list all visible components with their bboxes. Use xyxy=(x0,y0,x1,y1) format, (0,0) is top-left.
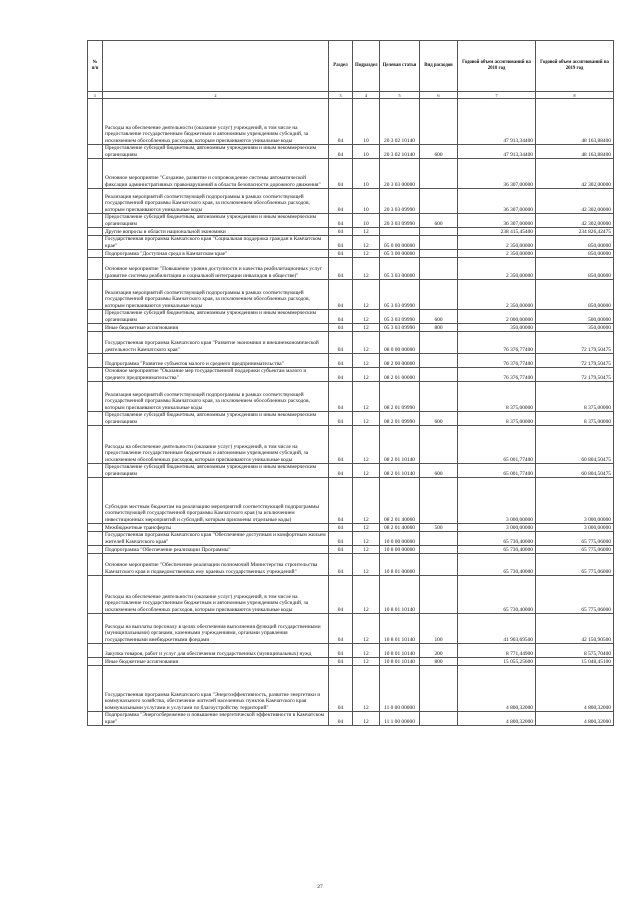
column-index: 2 xyxy=(103,92,329,99)
row-razdel-cell: 04 xyxy=(329,214,353,228)
row-name-cell: Предоставление субсидий бюджетным, автономным учреждениям и иным некоммерческим организациям xyxy=(103,310,329,324)
row-expense-type-cell: 100 xyxy=(420,614,458,644)
row-razdel-cell: 04 xyxy=(329,258,353,280)
row-podrazdel-cell: 12 xyxy=(353,614,380,644)
row-razdel-cell: 04 xyxy=(329,554,353,576)
row-target-article-cell: 05 3 03 00000 xyxy=(380,258,420,280)
row-amount-2019-cell: 850,00000 xyxy=(536,258,614,280)
row-number-cell xyxy=(88,368,103,382)
row-target-article-cell: 05 3 03 09990 xyxy=(380,280,420,310)
row-name-cell: Реализация мероприятий соответствующей подпрограммы в рамках соответствующей государственной программы Камчатского края, за исключением обособленных расходов, которым присваиваются уникальные коды xyxy=(103,382,329,412)
row-razdel-cell: 04 xyxy=(329,464,353,478)
row-podrazdel-cell: 12 xyxy=(353,658,380,666)
row-name-cell: Государственная программа Камчатского края "Социальная поддержка граждан в Камчатском крае" xyxy=(103,236,329,250)
col-header-expense-type: Вид расходов xyxy=(420,41,458,92)
row-podrazdel-cell: 12 xyxy=(353,644,380,658)
row-amount-2018-cell: 8 375,00000 xyxy=(458,382,536,412)
row-number-cell xyxy=(88,332,103,354)
table-row xyxy=(88,426,614,464)
row-amount-2019-cell: 42 302,00000 xyxy=(536,189,614,214)
row-target-article-cell: 05 0 00 00000 xyxy=(380,236,420,250)
row-expense-type-cell xyxy=(420,280,458,310)
row-razdel-cell: 04 xyxy=(329,576,353,614)
row-number-cell xyxy=(88,712,103,726)
row-number-cell xyxy=(88,189,103,214)
row-amount-2018-cell: 4 800,32000 xyxy=(458,666,536,712)
row-number-cell xyxy=(88,228,103,236)
table-row xyxy=(88,324,614,332)
row-name-cell: Иные бюджетные ассигнования xyxy=(103,324,329,332)
row-razdel-cell: 04 xyxy=(329,478,353,524)
row-target-article-cell: 08 2 01 40060 xyxy=(380,524,420,532)
row-razdel-cell: 04 xyxy=(329,354,353,368)
row-podrazdel-cell: 10 xyxy=(353,189,380,214)
row-amount-2019-cell: 3 000,00000 xyxy=(536,524,614,532)
row-amount-2019-cell: 500,00000 xyxy=(536,310,614,324)
table-row xyxy=(88,576,614,614)
row-podrazdel-cell: 12 xyxy=(353,310,380,324)
table-row xyxy=(88,554,614,576)
row-razdel-cell: 04 xyxy=(329,189,353,214)
row-target-article-cell xyxy=(380,228,420,236)
row-amount-2018-cell: 47 913,34400 xyxy=(458,99,536,145)
row-amount-2019-cell: 65 775,06000 xyxy=(536,546,614,554)
row-podrazdel-cell: 12 xyxy=(353,412,380,426)
row-amount-2018-cell: 2 350,00000 xyxy=(458,280,536,310)
table-row xyxy=(88,532,614,546)
table-row xyxy=(88,159,614,189)
row-name-cell: Основное мероприятие "Оказание мер государственной поддержки субъектам малого и среднего предпринимательства" xyxy=(103,368,329,382)
row-name-cell: Предоставление субсидий бюджетным, автономным учреждениям и иным некоммерческим организациям xyxy=(103,214,329,228)
row-number-cell xyxy=(88,159,103,189)
row-name-cell: Расходы на обеспечение деятельности (оказание услуг) учреждений, в том числе на предоставление государственным бюджетным и автономным учреждениям субсидий, за исключением обособленных расходов, которым присваиваются уникальные коды xyxy=(103,576,329,614)
row-name-cell: Подпрограмма "Энергосбережение и повышение энергетической эффективности в Камчатском крае" xyxy=(103,712,329,726)
row-amount-2018-cell: 238 415,45400 xyxy=(458,228,536,236)
row-number-cell xyxy=(88,324,103,332)
row-expense-type-cell xyxy=(420,99,458,145)
row-number-cell xyxy=(88,658,103,666)
row-amount-2018-cell: 8 771,44900 xyxy=(458,644,536,658)
row-number-cell xyxy=(88,614,103,644)
row-podrazdel-cell: 12 xyxy=(353,712,380,726)
row-name-cell: Государственная программа Камчатского края "Обеспечение доступным и комфортным жильем жителей Камчатского края" xyxy=(103,532,329,546)
row-target-article-cell: 10 8 00 00000 xyxy=(380,546,420,554)
row-amount-2019-cell: 8 375,00000 xyxy=(536,382,614,412)
row-amount-2019-cell: 65 775,06000 xyxy=(536,532,614,546)
row-amount-2019-cell: 850,00000 xyxy=(536,280,614,310)
table-row xyxy=(88,99,614,145)
row-target-article-cell: 10 8 01 10140 xyxy=(380,614,420,644)
row-razdel-cell: 04 xyxy=(329,644,353,658)
row-expense-type-cell: 500 xyxy=(420,524,458,532)
row-razdel-cell: 04 xyxy=(329,368,353,382)
row-amount-2018-cell: 3 000,00000 xyxy=(458,478,536,524)
row-amount-2018-cell: 76 376,77400 xyxy=(458,368,536,382)
row-target-article-cell: 10 8 01 00000 xyxy=(380,554,420,576)
row-podrazdel-cell: 12 xyxy=(353,258,380,280)
row-expense-type-cell: 200 xyxy=(420,644,458,658)
row-target-article-cell: 08 2 01 40060 xyxy=(380,478,420,524)
column-index: 4 xyxy=(353,92,380,99)
row-podrazdel-cell: 10 xyxy=(353,214,380,228)
row-razdel-cell: 04 xyxy=(329,159,353,189)
row-expense-type-cell: 800 xyxy=(420,324,458,332)
column-index-row xyxy=(88,92,614,99)
row-target-article-cell: 10 8 01 10140 xyxy=(380,644,420,658)
row-name-cell: Основное мероприятие "Обеспечение реализации полномочий Министерства строительства Камчатского края и подведомственных ему краевых государственных учреждений" xyxy=(103,554,329,576)
row-expense-type-cell: 800 xyxy=(420,658,458,666)
row-expense-type-cell xyxy=(420,368,458,382)
row-expense-type-cell: 600 xyxy=(420,310,458,324)
row-amount-2019-cell: 8 375,00000 xyxy=(536,412,614,426)
row-podrazdel-cell: 12 xyxy=(353,524,380,532)
row-amount-2018-cell: 3 000,00000 xyxy=(458,524,536,532)
page-number: 27 xyxy=(317,884,323,890)
row-name-cell: Основное мероприятие "Создание, развитие и сопровождение системы автоматической фиксации административных правонарушений в области безопасности дорожного движения" xyxy=(103,159,329,189)
table-row xyxy=(88,464,614,478)
row-amount-2019-cell: 48 163,88400 xyxy=(536,145,614,159)
row-podrazdel-cell: 10 xyxy=(353,145,380,159)
row-target-article-cell: 20 3 02 10140 xyxy=(380,99,420,145)
row-podrazdel-cell: 12 xyxy=(353,368,380,382)
row-number-cell xyxy=(88,426,103,464)
row-name-cell: Межбюджетные трансферты xyxy=(103,524,329,532)
table-row xyxy=(88,280,614,310)
col-header-podrazdel: Подраздел xyxy=(353,41,380,92)
row-amount-2018-cell: 65 730,40000 xyxy=(458,546,536,554)
row-razdel-cell: 04 xyxy=(329,324,353,332)
row-podrazdel-cell: 12 xyxy=(353,250,380,258)
row-expense-type-cell xyxy=(420,189,458,214)
table-header-row xyxy=(88,41,614,92)
column-index: 1 xyxy=(88,92,103,99)
row-expense-type-cell xyxy=(420,250,458,258)
row-razdel-cell: 04 xyxy=(329,228,353,236)
row-target-article-cell: 20 3 02 10140 xyxy=(380,145,420,159)
row-razdel-cell: 04 xyxy=(329,426,353,464)
row-expense-type-cell xyxy=(420,228,458,236)
table-row xyxy=(88,332,614,354)
row-podrazdel-cell: 12 xyxy=(353,382,380,412)
row-podrazdel-cell: 10 xyxy=(353,159,380,189)
row-podrazdel-cell: 12 xyxy=(353,324,380,332)
row-podrazdel-cell: 12 xyxy=(353,228,380,236)
row-target-article-cell: 10 0 00 00000 xyxy=(380,532,420,546)
row-amount-2019-cell: 72 179,50475 xyxy=(536,354,614,368)
table-row xyxy=(88,236,614,250)
col-header-2019: Годовой объем ассигнований на 2019 год xyxy=(536,41,614,92)
row-amount-2018-cell: 2 350,00000 xyxy=(458,250,536,258)
row-amount-2019-cell: 65 775,06000 xyxy=(536,554,614,576)
row-target-article-cell: 05 3 03 09990 xyxy=(380,324,420,332)
row-amount-2019-cell: 850,00000 xyxy=(536,250,614,258)
row-razdel-cell: 04 xyxy=(329,332,353,354)
row-expense-type-cell: 600 xyxy=(420,214,458,228)
row-target-article-cell: 05 3 00 00000 xyxy=(380,250,420,258)
row-podrazdel-cell: 12 xyxy=(353,464,380,478)
row-target-article-cell: 08 0 00 00000 xyxy=(380,332,420,354)
table-row xyxy=(88,258,614,280)
row-name-cell: Предоставление субсидий бюджетным, автономным учреждениям и иным некоммерческим организациям xyxy=(103,412,329,426)
table-row xyxy=(88,478,614,524)
row-number-cell xyxy=(88,280,103,310)
row-razdel-cell: 04 xyxy=(329,614,353,644)
row-amount-2019-cell: 3 000,00000 xyxy=(536,478,614,524)
row-podrazdel-cell: 12 xyxy=(353,280,380,310)
row-target-article-cell: 11 1 00 00000 xyxy=(380,712,420,726)
row-razdel-cell: 04 xyxy=(329,658,353,666)
row-amount-2018-cell: 15 055,25600 xyxy=(458,658,536,666)
row-podrazdel-cell: 12 xyxy=(353,354,380,368)
row-amount-2019-cell: 60 804,50475 xyxy=(536,464,614,478)
table-row xyxy=(88,712,614,726)
row-amount-2019-cell: 15 048,45100 xyxy=(536,658,614,666)
row-target-article-cell: 11 0 00 00000 xyxy=(380,666,420,712)
table-row xyxy=(88,546,614,554)
row-number-cell xyxy=(88,532,103,546)
row-name-cell: Реализация мероприятий соответствующей подпрограммы в рамках соответствующей государственной программы Камчатского края, за исключением обособленных расходов, которым присваиваются уникальные коды xyxy=(103,280,329,310)
row-expense-type-cell xyxy=(420,554,458,576)
row-number-cell xyxy=(88,412,103,426)
row-name-cell: Подпрограмма "Развитие субъектов малого и среднего предпринимательства" xyxy=(103,354,329,368)
row-expense-type-cell xyxy=(420,478,458,524)
row-expense-type-cell xyxy=(420,546,458,554)
row-expense-type-cell xyxy=(420,426,458,464)
row-razdel-cell: 04 xyxy=(329,250,353,258)
row-number-cell xyxy=(88,354,103,368)
row-number-cell xyxy=(88,214,103,228)
row-amount-2019-cell: 8 575,70400 xyxy=(536,644,614,658)
row-podrazdel-cell: 12 xyxy=(353,332,380,354)
row-expense-type-cell xyxy=(420,236,458,250)
row-amount-2018-cell: 65 730,40000 xyxy=(458,576,536,614)
row-podrazdel-cell: 12 xyxy=(353,546,380,554)
row-target-article-cell: 10 8 01 10140 xyxy=(380,658,420,666)
row-target-article-cell: 08 2 00 00000 xyxy=(380,354,420,368)
row-amount-2018-cell: 2 000,00000 xyxy=(458,310,536,324)
row-amount-2018-cell: 65 730,40000 xyxy=(458,532,536,546)
row-number-cell xyxy=(88,524,103,532)
row-podrazdel-cell: 12 xyxy=(353,426,380,464)
col-header-name xyxy=(103,41,329,92)
row-amount-2018-cell: 2 350,00000 xyxy=(458,258,536,280)
row-expense-type-cell xyxy=(420,258,458,280)
row-amount-2018-cell: 65 001,77400 xyxy=(458,426,536,464)
row-number-cell xyxy=(88,382,103,412)
row-number-cell xyxy=(88,310,103,324)
row-razdel-cell: 04 xyxy=(329,280,353,310)
row-podrazdel-cell: 12 xyxy=(353,576,380,614)
row-amount-2019-cell: 72 179,50475 xyxy=(536,332,614,354)
column-index: 8 xyxy=(536,92,614,99)
row-razdel-cell: 04 xyxy=(329,145,353,159)
row-razdel-cell: 04 xyxy=(329,546,353,554)
row-number-cell xyxy=(88,666,103,712)
row-amount-2018-cell: 65 001,77400 xyxy=(458,464,536,478)
row-name-cell: Расходы на обеспечение деятельности (оказание услуг) учреждений, в том числе на предоставление государственным бюджетным и автономным учреждениям субсидий, за исключением обособленных расходов, которым присваиваются уникальные коды xyxy=(103,99,329,145)
row-number-cell xyxy=(88,236,103,250)
row-expense-type-cell: 600 xyxy=(420,464,458,478)
table-row xyxy=(88,412,614,426)
row-amount-2019-cell: 42 150,90500 xyxy=(536,614,614,644)
row-amount-2019-cell: 48 163,88400 xyxy=(536,99,614,145)
row-name-cell: Предоставление субсидий бюджетным, автономным учреждениям и иным некоммерческим организациям xyxy=(103,145,329,159)
table-row xyxy=(88,666,614,712)
row-name-cell: Расходы на выплаты персоналу в целях обеспечения выполнения функций государственными (муниципальными) органами, казенными учреждениями, органами управления государственными внебюджетными фондами xyxy=(103,614,329,644)
row-number-cell xyxy=(88,554,103,576)
row-amount-2019-cell: 350,00000 xyxy=(536,324,614,332)
row-target-article-cell: 08 2 01 10140 xyxy=(380,464,420,478)
row-podrazdel-cell: 12 xyxy=(353,236,380,250)
row-expense-type-cell xyxy=(420,666,458,712)
row-expense-type-cell xyxy=(420,712,458,726)
row-razdel-cell: 04 xyxy=(329,99,353,145)
row-podrazdel-cell: 12 xyxy=(353,532,380,546)
row-amount-2019-cell: 850,00000 xyxy=(536,236,614,250)
column-index: 7 xyxy=(458,92,536,99)
row-target-article-cell: 10 8 01 10140 xyxy=(380,576,420,614)
row-amount-2018-cell: 8 375,00000 xyxy=(458,412,536,426)
row-expense-type-cell: 600 xyxy=(420,145,458,159)
row-number-cell xyxy=(88,145,103,159)
row-name-cell: Иные бюджетные ассигнования xyxy=(103,658,329,666)
row-amount-2018-cell: 76 376,77400 xyxy=(458,354,536,368)
col-header-number: № п/п xyxy=(88,41,103,92)
row-expense-type-cell xyxy=(420,576,458,614)
row-number-cell xyxy=(88,250,103,258)
table-row xyxy=(88,145,614,159)
row-target-article-cell: 20 3 03 00000 xyxy=(380,159,420,189)
row-number-cell xyxy=(88,546,103,554)
row-amount-2019-cell: 65 775,06000 xyxy=(536,576,614,614)
table-row xyxy=(88,189,614,214)
row-target-article-cell: 20 3 03 09990 xyxy=(380,189,420,214)
row-target-article-cell: 08 2 01 09990 xyxy=(380,412,420,426)
row-amount-2019-cell: 42 302,00000 xyxy=(536,214,614,228)
row-podrazdel-cell: 12 xyxy=(353,666,380,712)
row-razdel-cell: 04 xyxy=(329,666,353,712)
row-expense-type-cell xyxy=(420,332,458,354)
row-expense-type-cell xyxy=(420,159,458,189)
table-row xyxy=(88,368,614,382)
col-header-2018: Годовой объем ассигнований на 2018 год xyxy=(458,41,536,92)
row-number-cell xyxy=(88,99,103,145)
row-podrazdel-cell: 12 xyxy=(353,554,380,576)
row-name-cell: Государственная программа Камчатского края "Энергоэффективность, развитие энергетики и коммунального хозяйства, обеспечение жителей населенных пунктов Камчатского края коммунальными услугами и услугами по благоустройству территорий" xyxy=(103,666,329,712)
row-expense-type-cell xyxy=(420,532,458,546)
row-razdel-cell: 04 xyxy=(329,532,353,546)
table-row xyxy=(88,228,614,236)
table-row xyxy=(88,644,614,658)
row-amount-2019-cell: 4 800,32000 xyxy=(536,666,614,712)
row-target-article-cell: 20 3 03 09990 xyxy=(380,214,420,228)
row-amount-2018-cell: 36 307,00000 xyxy=(458,214,536,228)
table-row xyxy=(88,614,614,644)
column-index: 6 xyxy=(420,92,458,99)
col-header-razdel: Раздел xyxy=(329,41,353,92)
row-amount-2018-cell: 350,00000 xyxy=(458,324,536,332)
row-razdel-cell: 04 xyxy=(329,310,353,324)
row-name-cell: Государственная программа Камчатского края "Развитие экономики и внешнеэкономической деятельности Камчатского края" xyxy=(103,332,329,354)
row-amount-2018-cell: 65 730,40000 xyxy=(458,554,536,576)
row-razdel-cell: 04 xyxy=(329,524,353,532)
row-razdel-cell: 04 xyxy=(329,712,353,726)
row-amount-2019-cell: 72 179,50475 xyxy=(536,368,614,382)
row-amount-2018-cell: 47 913,34400 xyxy=(458,145,536,159)
row-razdel-cell: 04 xyxy=(329,236,353,250)
row-amount-2018-cell: 4 800,32000 xyxy=(458,712,536,726)
row-target-article-cell: 05 3 03 09990 xyxy=(380,310,420,324)
table-body xyxy=(88,99,614,726)
row-expense-type-cell xyxy=(420,354,458,368)
row-name-cell: Реализация мероприятий соответствующей подпрограммы в рамках соответствующей государственной программы Камчатского края, за исключением обособленных расходов, которым присваиваются уникальные коды xyxy=(103,189,329,214)
row-razdel-cell: 04 xyxy=(329,412,353,426)
row-name-cell: Подпрограмма "Обеспечение реализации Программы" xyxy=(103,546,329,554)
row-amount-2018-cell: 76 376,77400 xyxy=(458,332,536,354)
row-name-cell: Субсидии местным бюджетам на реализацию мероприятий соответствующей подпрограммы соответствующей государственной программы Камчатского края (за исключением инвестиционных мероприятий и субсидий, которым присвоены отдельные коды) xyxy=(103,478,329,524)
row-number-cell xyxy=(88,576,103,614)
table-row xyxy=(88,214,614,228)
row-amount-2019-cell: 234 826,42475 xyxy=(536,228,614,236)
row-expense-type-cell xyxy=(420,382,458,412)
row-amount-2018-cell: 36 307,00000 xyxy=(458,189,536,214)
row-number-cell xyxy=(88,258,103,280)
row-number-cell xyxy=(88,478,103,524)
row-amount-2018-cell: 41 903,69500 xyxy=(458,614,536,644)
row-amount-2019-cell: 4 800,32000 xyxy=(536,712,614,726)
table-row xyxy=(88,250,614,258)
column-index: 5 xyxy=(380,92,420,99)
row-amount-2018-cell: 2 350,00000 xyxy=(458,236,536,250)
row-amount-2019-cell: 42 302,00000 xyxy=(536,159,614,189)
row-podrazdel-cell: 10 xyxy=(353,99,380,145)
col-header-target-article: Целевая статья xyxy=(380,41,420,92)
row-target-article-cell: 08 2 01 10140 xyxy=(380,426,420,464)
row-name-cell: Другие вопросы в области национальной экономики xyxy=(103,228,329,236)
table-row xyxy=(88,524,614,532)
row-name-cell: Основное мероприятие "Повышение уровня доступности и качества реабилитационных услуг (развитие системы реабилитации и социальной интеграции инвалидов в обществе)" xyxy=(103,258,329,280)
row-number-cell xyxy=(88,464,103,478)
row-name-cell: Расходы на обеспечение деятельности (оказание услуг) учреждений, в том числе на предоставление государственным бюджетным и автономным учреждениям субсидий, за исключением обособленных расходов, которым присваиваются уникальные коды xyxy=(103,426,329,464)
row-number-cell xyxy=(88,644,103,658)
column-index: 3 xyxy=(329,92,353,99)
row-target-article-cell: 08 2 01 09990 xyxy=(380,382,420,412)
row-expense-type-cell: 600 xyxy=(420,412,458,426)
row-amount-2018-cell: 36 307,00000 xyxy=(458,159,536,189)
table-row xyxy=(88,658,614,666)
row-amount-2019-cell: 60 804,50475 xyxy=(536,426,614,464)
row-name-cell: Подпрограмма "Доступная среда в Камчатском крае" xyxy=(103,250,329,258)
row-podrazdel-cell: 12 xyxy=(353,478,380,524)
row-name-cell: Предоставление субсидий бюджетным, автономным учреждениям и иным некоммерческим организациям xyxy=(103,464,329,478)
table-row xyxy=(88,382,614,412)
row-target-article-cell: 08 2 01 00000 xyxy=(380,368,420,382)
table-row xyxy=(88,310,614,324)
row-name-cell: Закупка товаров, работ и услуг для обеспечения государственных (муниципальных) нужд xyxy=(103,644,329,658)
row-razdel-cell: 04 xyxy=(329,382,353,412)
budget-table xyxy=(87,40,614,726)
table-row xyxy=(88,354,614,368)
